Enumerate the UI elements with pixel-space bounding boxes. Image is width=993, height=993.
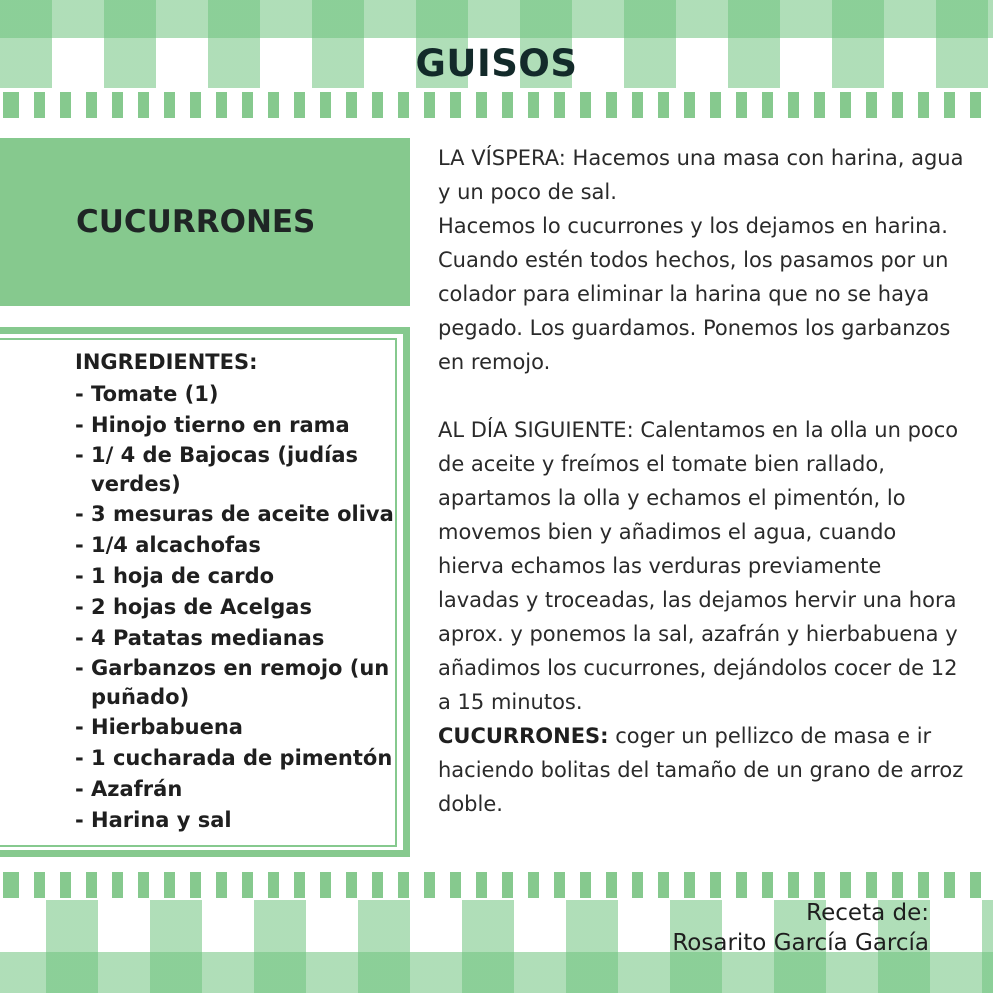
credit-label: Receta de: — [806, 900, 929, 926]
credit-author: Rosarito García García — [672, 930, 929, 956]
ingredient-item: - 1/ 4 de Bajocas (judías verdes) — [75, 443, 359, 496]
ingredient-item: - 1/4 alcachofas — [75, 533, 261, 557]
ingredient-item: - Hierbabuena — [75, 715, 243, 739]
ingredient-item: - Harina y sal — [75, 808, 232, 832]
ingredient-item: - 2 hojas de Acelgas — [75, 595, 312, 619]
ingredient-item: - 3 mesuras de aceite oliva — [75, 502, 394, 526]
ingredient-item: - Hinojo tierno en rama — [75, 413, 350, 437]
method-cucurrones-text: coger un pellizco de masa e ir haciendo bolitas del tamaño de un grano de arroz doble. — [438, 724, 964, 816]
ingredient-item: - Tomate (1) — [75, 382, 219, 406]
method-paragraph-next-day: AL DÍA SIGUIENTE: Calentamos en la olla un poco de aceite y freímos el tomate bien rallado, apartamos la olla y echamos el pimentón, lo movemos bien y añadimos el agua, cuando hierva echamos las verduras previamente lavadas y troceadas, las dejamos hervir una hora aprox. y ponemos la sal, azafrán y hierbabuena y añadimos los cucurrones, dejándolos cocer de 12 a 15 minutos. — [438, 418, 959, 714]
ingredients-heading: INGREDIENTES: — [75, 350, 258, 374]
recipe-name: CUCURRONES — [76, 204, 316, 240]
method-cucurrones-label: CUCURRONES: — [438, 724, 609, 748]
method-paragraph-cucurrones — [438, 719, 968, 821]
ingredient-item: - Azafrán — [75, 777, 183, 801]
ingredient-item: - 1 hoja de cardo — [75, 564, 275, 588]
ingredient-item: - Garbanzos en remojo (un puñado) — [75, 656, 390, 709]
recipe-credit — [672, 898, 929, 958]
dashed-border-top — [0, 92, 993, 118]
method-text — [438, 141, 968, 821]
ingredient-item: - 1 cucharada de pimentón — [75, 746, 393, 770]
recipe-title-box — [0, 138, 410, 306]
header — [0, 38, 993, 88]
dashed-border-bottom — [0, 872, 993, 898]
ingredients-list — [75, 346, 395, 836]
method-paragraph-vispera: LA VÍSPERA: Hacemos una masa con harina, agua y un poco de sal. — [438, 146, 964, 204]
ingredient-item: - 4 Patatas medianas — [75, 626, 325, 650]
page-title: GUISOS — [415, 41, 578, 85]
method-paragraph-preparation: Hacemos lo cucurrones y los dejamos en harina. Cuando estén todos hechos, los pasamos por un colador para eliminar la harina que no se haya pegado. Los guardamos. Ponemos los garbanzos en remojo. — [438, 214, 951, 374]
